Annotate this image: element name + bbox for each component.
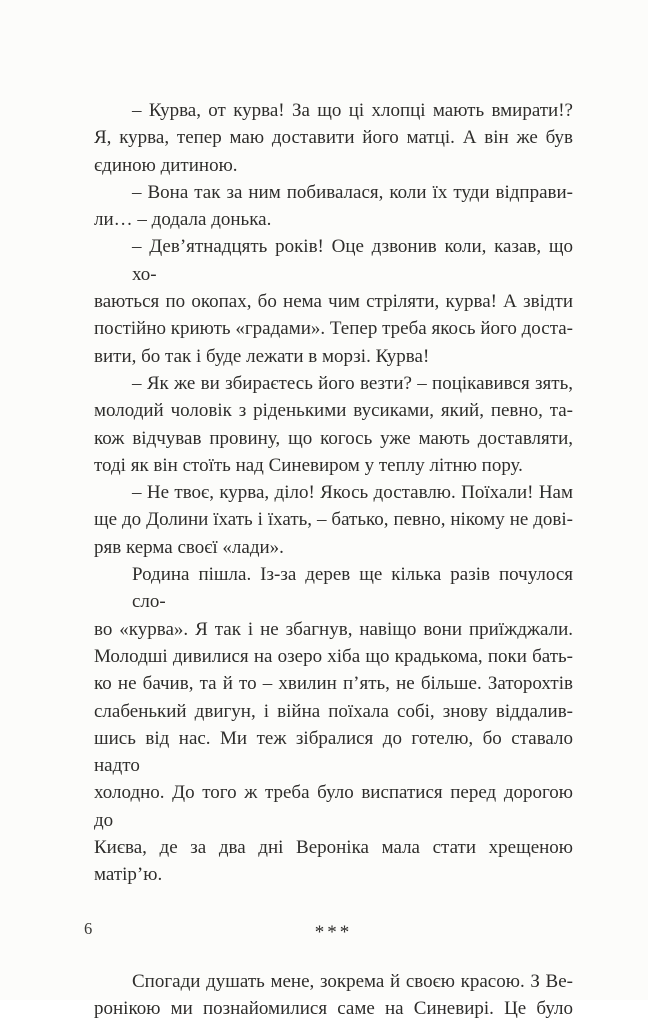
paragraph — [94, 370, 573, 479]
text-line: постійно криють «градами». Тепер треба якось його доста- — [94, 318, 573, 340]
body-text — [94, 97, 573, 1023]
text-line: ронікою ми познайомилися саме на Синевирі. Це було — [94, 998, 573, 1020]
text-line: кож відчував провину, що когось уже мають доставляти, — [94, 427, 573, 449]
paragraph — [94, 233, 573, 369]
paragraph — [94, 561, 573, 889]
text-line: Молодші дивилися на озеро хіба що крадькома, поки бать- — [94, 645, 573, 667]
text-line: ко не бачив, та й то – хвилин п’ять, не більше. Заторохтів — [94, 673, 573, 695]
text-line: во «курва». Я так і не збагнув, навіщо вони приїжджали. — [94, 618, 573, 640]
text-line: єдиною дитиною. — [94, 154, 238, 176]
paragraph — [94, 179, 573, 234]
text-line: – Дев’ятнадцять років! Оце дзвонив коли, казав, що хо- — [132, 236, 573, 285]
text-line: Києва, де за два дні Вероніка мала стати хрещеною матір’ю. — [94, 837, 573, 886]
text-line: ряв керма своєї «лади». — [94, 536, 284, 558]
paragraph — [94, 968, 573, 1023]
text-line: Спогади душать мене, зокрема й своєю красою. З Ве- — [132, 970, 573, 992]
text-line: слабенький двигун, і війна поїхала собі, знову віддалив- — [94, 700, 573, 722]
paragraph — [94, 479, 573, 561]
text-line: Родина пішла. Із-за дерев ще кілька разів почулося сло- — [132, 564, 573, 613]
text-line: ваються по окопах, бо нема чим стріляти, курва! А звідти — [94, 291, 573, 313]
text-line: – Як же ви збираєтесь його везти? – поцікавився зять, — [132, 372, 573, 394]
text-line: ли… – додала донька. — [94, 209, 272, 231]
text-line: холодно. До того ж треба було виспатися перед дорогою до — [94, 782, 573, 831]
text-line: шись від нас. Ми теж зібралися до готелю, бо ставало надто — [94, 727, 573, 777]
text-line: тоді як він стоїть над Синевиром у теплу літню пору. — [94, 454, 523, 476]
page-number: 6 — [84, 919, 93, 938]
text-line: – Курва, от курва! За що ці хлопці мають вмирати!? — [132, 100, 573, 121]
text-line: Я, курва, тепер маю доставити його матці. А він же був — [94, 127, 573, 149]
section-separator: *** — [314, 921, 353, 943]
text-line: ще до Долини їхать і їхать, – батько, певно, нікому не дові- — [94, 509, 573, 531]
text-line: – Не твоє, курва, діло! Якось доставлю. Поїхали! Нам — [132, 482, 573, 504]
text-line: вити, бо так і буде лежати в морзі. Курва! — [94, 345, 430, 367]
paragraph — [94, 97, 573, 179]
text-line: – Вона так за ним побивалася, коли їх туди відправи- — [132, 181, 573, 203]
text-line: молодий чоловік з ріденькими вусиками, який, певно, та- — [94, 400, 573, 422]
